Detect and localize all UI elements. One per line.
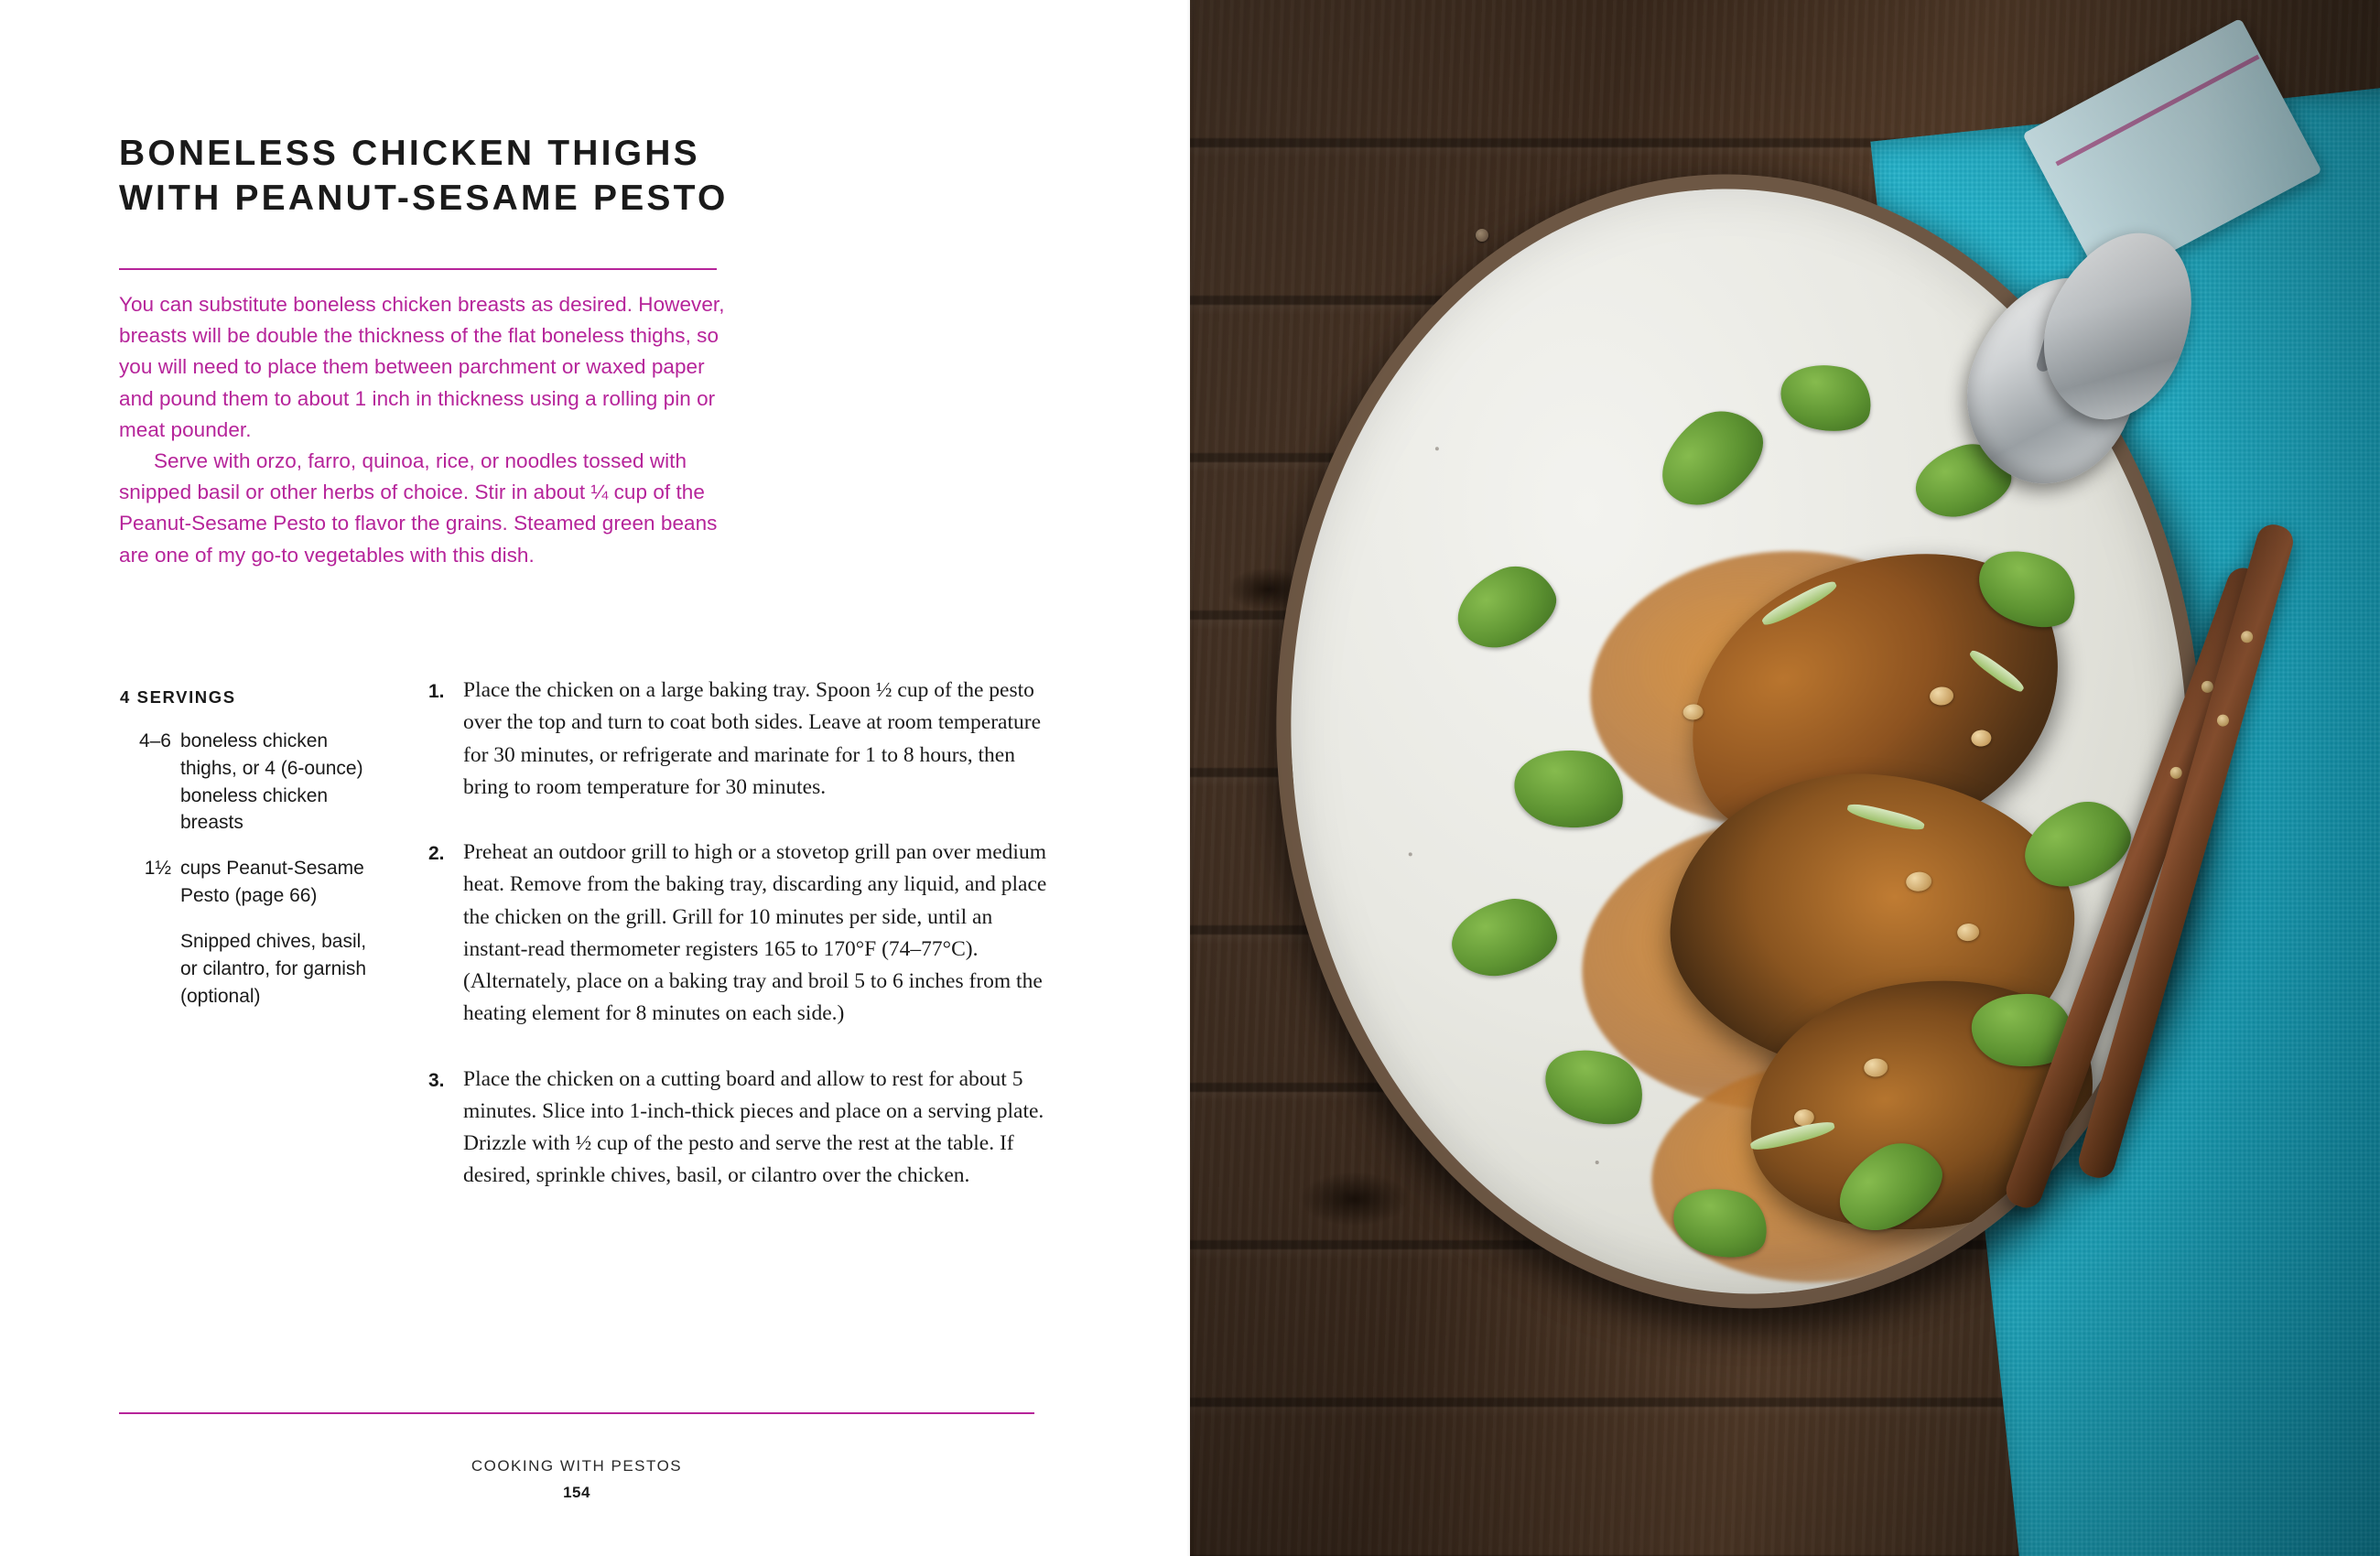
ingredient-name: boneless chicken thighs, or 4 (6-ounce) boneless chicken breasts [180, 730, 363, 834]
cilantro-leaf [1445, 554, 1567, 662]
ingredient-amount: 1½ [144, 858, 171, 880]
instructions-list [428, 675, 1051, 1226]
list-item [120, 728, 385, 837]
ingredient-name: cups Peanut-Sesame Pesto (page 66) [180, 858, 364, 907]
plate-speckle [1435, 447, 1439, 450]
step-text: Place the chicken on a cutting board and allow to rest for about 5 minutes. Slice into 1-inch-thick pieces and place on a serving plate. Drizzle with ½ cup of the pesto and serve the rest at the table. If desired, sprinkle chives, basil, or cilantro over the chicken. [463, 1066, 1044, 1188]
list-item [120, 928, 385, 1010]
page-gutter [1186, 0, 1194, 1556]
plate-speckle [1596, 1161, 1599, 1164]
footer-divider [119, 1412, 1034, 1414]
ingredients-list [120, 728, 385, 1028]
wood-knot [1300, 1172, 1410, 1226]
recipe-photo-page [1190, 0, 2380, 1556]
handle-rivet [2169, 765, 2184, 781]
ingredient-amount: 4–6 [138, 730, 171, 751]
headnote-paragraph-2: Serve with orzo, farro, quinoa, rice, or noodles tossed with snipped basil or other herbs of choice. Stir in about ¼ cup of the Peanut-Sesame Pesto to flavor the grains. Steamed green beans are one of my go-to vegetables with this dish. [119, 448, 718, 567]
recipe-headnote [119, 289, 732, 571]
step-number: 1. [428, 681, 445, 702]
instruction-step [428, 1064, 1051, 1193]
step-text: Preheat an outdoor grill to high or a stovetop grill pan over medium heat. Remove from the baking tray, discarding any liquid, and place the chicken on the grill. Grill for 10 minutes per side, until an instant-read thermometer registers 165 to 170°F (74–77°C). (Alternately, place on a baking tray and broil 5 to 6 inches from the heating element for 8 minutes on each side.) [463, 840, 1047, 1026]
list-item [120, 855, 385, 910]
instruction-step [428, 675, 1051, 804]
cilantro-leaf [1444, 891, 1563, 984]
handle-rivet [2215, 713, 2230, 728]
cilantro-leaf [1644, 394, 1780, 524]
instruction-step [428, 837, 1051, 1031]
screw-head-icon [1476, 229, 1488, 242]
page-number: 154 [563, 1484, 590, 1501]
headnote-paragraph-1: You can substitute boneless chicken breasts as desired. However, breasts will be double the thickness of the flat boneless thighs, so you will need to place them between parchment or waxed paper and pound them to about 1 inch in thickness using a rolling pin or meat pounder. [119, 293, 725, 441]
servings-label: 4 SERVINGS [120, 687, 236, 707]
plate-speckle [1409, 852, 1412, 856]
chapter-footer: COOKING WITH PESTOS [471, 1457, 683, 1475]
step-text: Place the chicken on a large baking tray. Spoon ½ cup of the pesto over the top and turn to coat both sides. Leave at room temperature for 30 minutes, or refrigerate and marinate for 1 to 8 hours, then bring to room temperature for 30 minutes. [463, 678, 1042, 799]
title-divider [119, 268, 717, 270]
page-title: BONELESS CHICKEN THIGHS WITH PEANUT-SESAME PESTO [119, 134, 729, 218]
ingredient-name: Snipped chives, basil, or cilantro, for garnish (optional) [180, 930, 367, 1007]
ingredient-amount [120, 928, 180, 1010]
cilantro-leaf [1775, 356, 1878, 439]
step-number: 2. [428, 843, 445, 864]
step-number: 3. [428, 1069, 445, 1091]
handle-rivet [2240, 630, 2255, 644]
